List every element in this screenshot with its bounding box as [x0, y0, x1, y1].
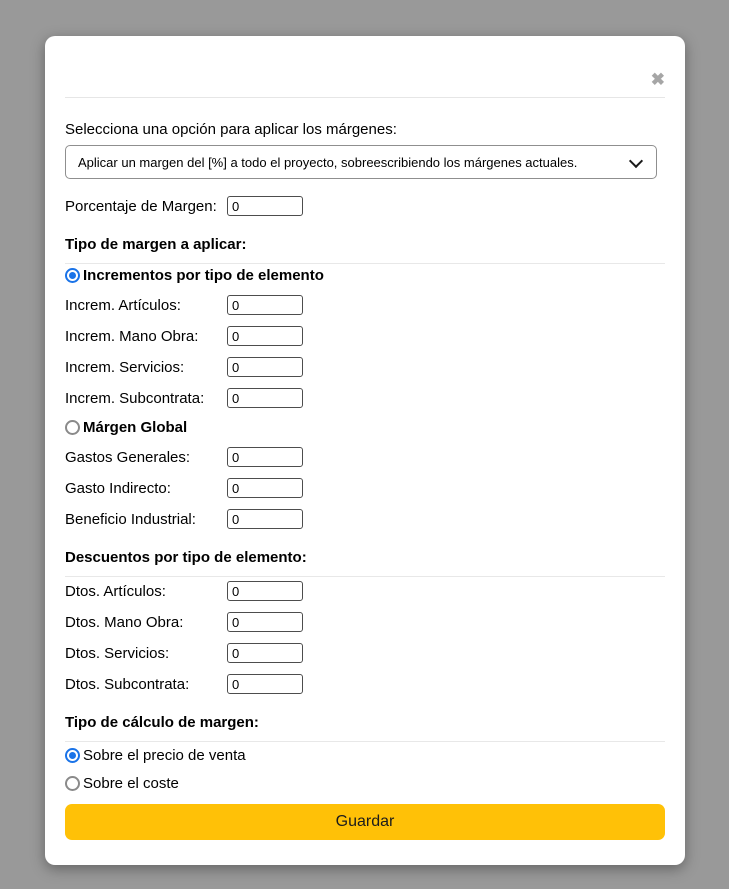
increm-articulos-input[interactable]: [227, 295, 303, 315]
beneficio-industrial-input[interactable]: [227, 509, 303, 529]
dtos-articulos-label: Dtos. Artículos:: [65, 582, 166, 600]
margin-option-select-wrap: [65, 145, 657, 179]
increm-servicios-label: Increm. Servicios:: [65, 358, 185, 376]
coste-radio-label[interactable]: Sobre el coste: [83, 774, 179, 792]
increm-manoobra-row: [65, 326, 665, 346]
dtos-articulos-row: [65, 581, 665, 601]
increm-subcontrata-input[interactable]: [227, 388, 303, 408]
dtos-subcontrata-input[interactable]: [227, 674, 303, 694]
increm-manoobra-label: Increm. Mano Obra:: [65, 327, 199, 345]
percent-row: [65, 196, 665, 216]
gastos-generales-row: [65, 447, 665, 467]
beneficio-industrial-row: [65, 509, 665, 529]
dtos-manoobra-label: Dtos. Mano Obra:: [65, 613, 184, 631]
dtos-articulos-input[interactable]: [227, 581, 303, 601]
increm-articulos-label: Increm. Artículos:: [65, 296, 181, 314]
increm-servicios-row: [65, 357, 665, 377]
divider: [65, 263, 665, 264]
gasto-indirecto-input[interactable]: [227, 478, 303, 498]
percent-label: Porcentaje de Margen:: [65, 197, 217, 215]
increments-radio[interactable]: [65, 268, 80, 283]
coste-radio[interactable]: [65, 776, 80, 791]
increments-radio-label[interactable]: Incrementos por tipo de elemento: [83, 266, 324, 284]
dtos-manoobra-row: [65, 612, 665, 632]
gastos-generales-input[interactable]: [227, 447, 303, 467]
increm-articulos-row: [65, 295, 665, 315]
gastos-generales-label: Gastos Generales:: [65, 448, 191, 466]
discounts-heading: Descuentos por tipo de elemento:: [65, 549, 307, 566]
dtos-servicios-row: [65, 643, 665, 663]
dialog-header: [65, 36, 665, 98]
dtos-servicios-input[interactable]: [227, 643, 303, 663]
gasto-indirecto-row: [65, 478, 665, 498]
calc-type-heading: Tipo de cálculo de margen:: [65, 714, 259, 731]
precio-venta-radio[interactable]: [65, 748, 80, 763]
close-icon[interactable]: ✖: [650, 70, 665, 89]
global-margin-radio-row: [65, 419, 665, 435]
dtos-subcontrata-label: Dtos. Subcontrata:: [65, 675, 190, 693]
coste-radio-row: [65, 775, 665, 791]
dtos-servicios-label: Dtos. Servicios:: [65, 644, 170, 662]
save-button[interactable]: Guardar: [65, 804, 665, 840]
dtos-manoobra-input[interactable]: [227, 612, 303, 632]
increm-subcontrata-row: [65, 388, 665, 408]
beneficio-industrial-label: Beneficio Industrial:: [65, 510, 196, 528]
global-margin-radio-label[interactable]: Márgen Global: [83, 418, 188, 436]
increm-servicios-input[interactable]: [227, 357, 303, 377]
increm-subcontrata-label: Increm. Subcontrata:: [65, 389, 205, 407]
apply-margins-dialog: [45, 36, 685, 865]
divider: [65, 576, 665, 577]
divider: [65, 741, 665, 742]
percent-input[interactable]: [227, 196, 303, 216]
gasto-indirecto-label: Gasto Indirecto:: [65, 479, 171, 497]
precio-venta-radio-label[interactable]: Sobre el precio de venta: [83, 746, 246, 764]
global-margin-radio[interactable]: [65, 420, 80, 435]
margin-type-heading: Tipo de margen a aplicar:: [65, 236, 247, 253]
margin-option-label: Selecciona una opción para aplicar los márgenes:: [65, 121, 397, 138]
increm-manoobra-input[interactable]: [227, 326, 303, 346]
margin-option-select[interactable]: [65, 145, 657, 179]
precio-venta-radio-row: [65, 747, 665, 763]
increments-radio-row: [65, 267, 665, 283]
dtos-subcontrata-row: [65, 674, 665, 694]
